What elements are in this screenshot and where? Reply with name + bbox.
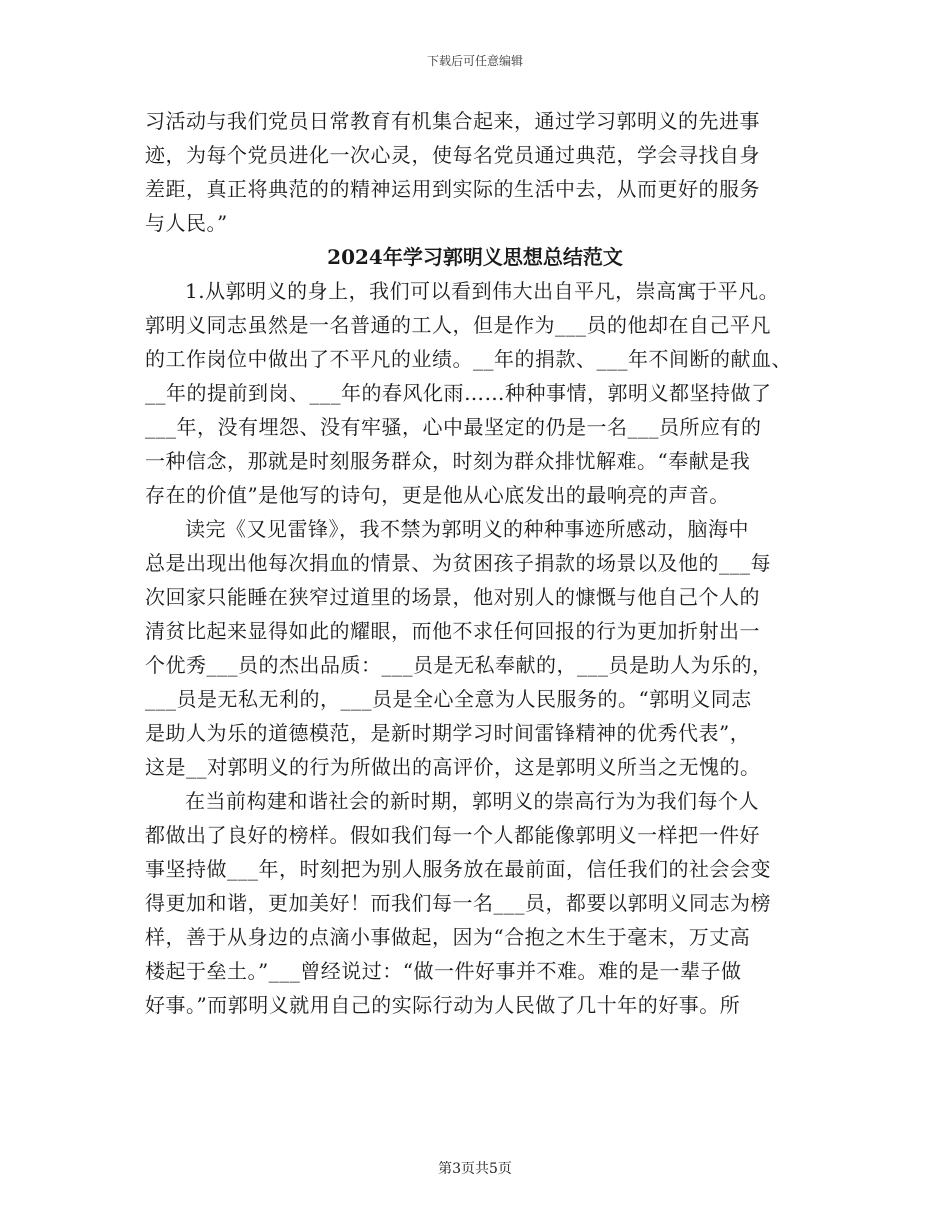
paragraph-2 bbox=[145, 512, 805, 784]
text-line: 都做出了良好的榜样。假如我们每一个人都能像郭明义一样把一件好 bbox=[145, 823, 760, 847]
text-line: 存在的价值”是他写的诗句，更是他从心底发出的最响亮的声音。 bbox=[145, 483, 730, 507]
text-line: 读完《又见雷锋》，我不禁为郭明义的种种事迹所感动，脑海中 bbox=[185, 517, 749, 541]
text-line: 一种信念，那就是时刻服务群众，时刻为群众排忧解难。“奉献是我 bbox=[145, 449, 751, 473]
text-line: 总是出现出他每次捐血的情景、为贫困孩子捐款的场景以及他的___每 bbox=[145, 551, 771, 575]
text-line: 这是__对郭明义的行为所做出的高评价，这是郭明义所当之无愧的。 bbox=[145, 755, 761, 779]
page-header: 下载后可任意编辑 bbox=[426, 54, 523, 68]
text-line: ___员是无私无利的，___员是全心全意为人民服务的。“郭明义同志 bbox=[145, 687, 752, 711]
text-line: 事坚持做___年，时刻把为别人服务放在最前面，信任我们的社会会变 bbox=[145, 857, 771, 881]
page-number: 第3页共5页 bbox=[438, 1161, 512, 1177]
text-line: 是助人为乐的道德模范，是新时期学习时间雷锋精神的优秀代表”， bbox=[145, 721, 751, 745]
text-line: ___年，没有埋怨、没有牢骚，心中最坚定的仍是一名___员所应有的 bbox=[145, 415, 762, 439]
text-line: 样，善于从身边的点滴小事做起，因为“合抱之木生于毫末，万丈高 bbox=[145, 925, 751, 949]
text-line: 个优秀___员的杰出品质：___员是无私奉献的，___员是助人为乐的， bbox=[145, 653, 773, 677]
text-line: 迹，为每个党员进化一次心灵，使每名党员通过典范，学会寻找自身 bbox=[145, 143, 760, 167]
text-line: 郭明义同志虽然是一名普通的工人，但是作为___员的他却在自己平凡 bbox=[145, 313, 771, 337]
text-line: 习活动与我们党员日常教育有机集合起来，通过学习郭明义的先进事 bbox=[145, 109, 760, 133]
text-line: 1.从郭明义的身上，我们可以看到伟大出自平凡，崇高寓于平凡。 bbox=[185, 279, 780, 303]
text-line: 与人民。” bbox=[145, 211, 228, 235]
text-line: 清贫比起来显得如此的耀眼，而他不求任何回报的行为更加折射出一 bbox=[145, 619, 760, 643]
text-line: 的工作岗位中做出了不平凡的业绩。__年的捐款、___年不间断的献血、 bbox=[145, 347, 792, 371]
text-line: 好事。”而郭明义就用自己的实际行动为人民做了几十年的好事。所 bbox=[145, 993, 741, 1017]
paragraph-1 bbox=[145, 274, 805, 512]
text-line: 楼起于垒土。”___曾经说过：“做一件好事并不难。难的是一辈子做 bbox=[145, 959, 742, 983]
text-line: 次回家只能睡在狭窄过道里的场景，他对别人的慷慨与他自己个人的 bbox=[145, 585, 760, 609]
text-line: 得更加和谐，更加美好！而我们每一名___员，都要以郭明义同志为榜 bbox=[145, 891, 771, 915]
text-line: 差距，真正将典范的的精神运用到实际的生活中去，从而更好的服务 bbox=[145, 177, 760, 201]
document-body bbox=[145, 104, 805, 1022]
text-line: __年的提前到岗、___年的春风化雨……种种事情，郭明义都坚持做了 bbox=[145, 381, 772, 405]
intro-paragraph bbox=[145, 104, 805, 240]
text-line: 在当前构建和谐社会的新时期，郭明义的崇高行为为我们每个人 bbox=[185, 789, 759, 813]
document-title: 2024年学习郭明义思想总结范文 bbox=[327, 245, 623, 269]
paragraph-3 bbox=[145, 784, 805, 1022]
